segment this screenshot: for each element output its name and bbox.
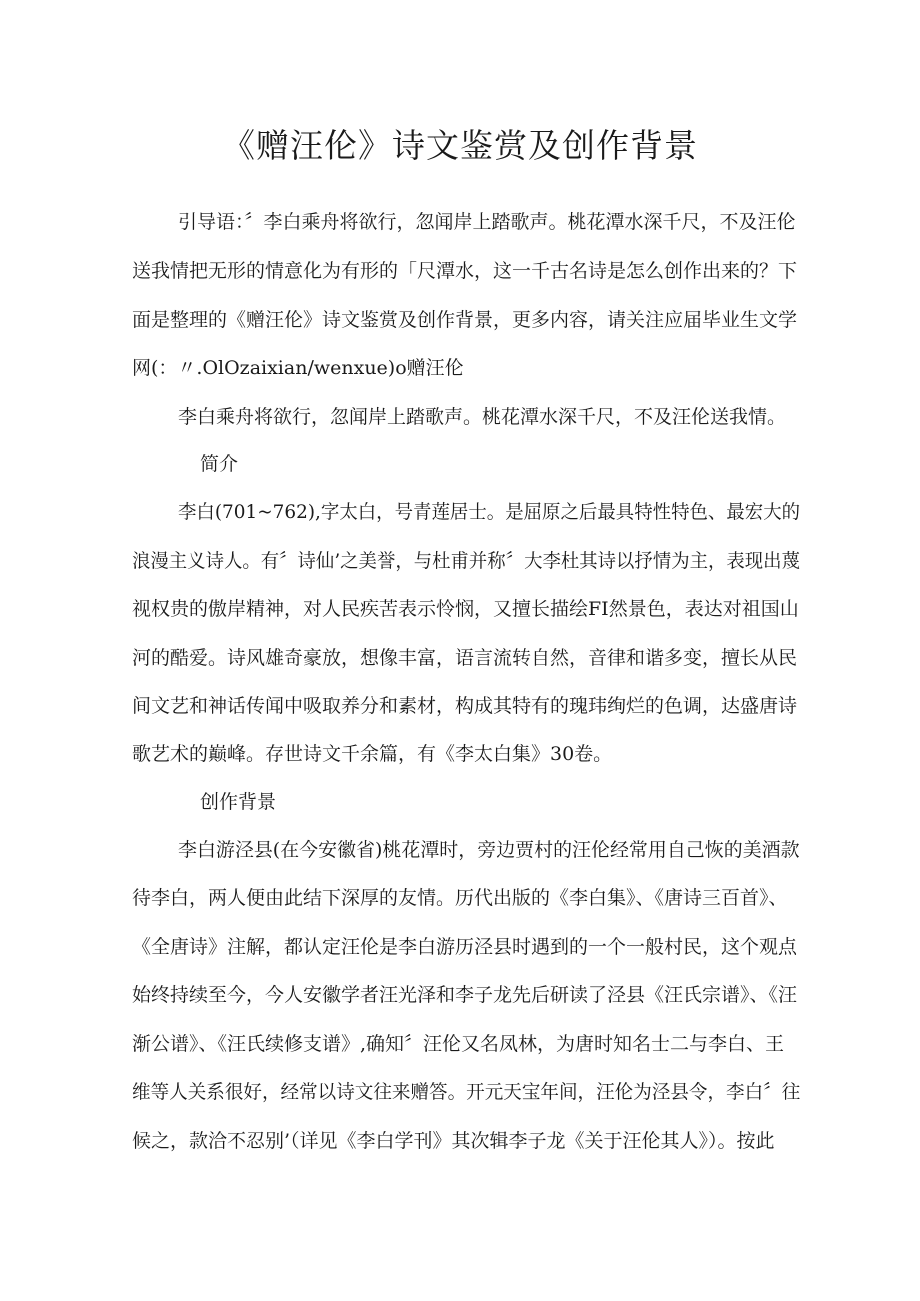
section1-line: 河的酷爱。诗风雄奇豪放，想像丰富，语言流转自然，音律和谐多变，擅长从民 bbox=[132, 647, 798, 669]
section2-line: 维等人关系很好，经常以诗文往来赠答。开元天宝年间，汪伦为泾县令，李白〞往 bbox=[132, 1081, 801, 1103]
intro-line: 送我情把无形的情意化为有形的「尺潭水，这一千古名诗是怎么创作出来的？下 bbox=[132, 260, 798, 282]
section2-line: 《全唐诗》注解，都认定汪伦是李白游历泾县时遇到的一个一般村民，这个观点 bbox=[132, 936, 798, 958]
section1-line: 浪漫主义诗人。有〞诗仙’之美誉，与杜甫并称〞大李杜其诗以抒情为主，表现出蔑 bbox=[132, 550, 800, 572]
section2-line: 始终持续至今，今人安徽学者汪光泽和李子龙先后研读了泾县《汪氏宗谱》、《汪 bbox=[132, 984, 798, 1006]
intro-line: 面是整理的《赠汪伦》诗文鉴赏及创作背景，更多内容，请关注应届毕业生文学 bbox=[132, 309, 798, 331]
section1-line: 歌艺术的巅峰。存世诗文千余篇，有《李太白集》30卷。 bbox=[132, 743, 613, 765]
section2-line: 候之，款洽不忍别’（详见《李白学刊》其次辑李子龙《关于汪伦其人》）。按此 bbox=[132, 1130, 775, 1152]
section-heading-intro: 简介 bbox=[200, 453, 239, 475]
section2-line: 待李白，两人便由此结下深厚的友情。历代出版的《李白集》、《唐诗三百首》、 bbox=[132, 887, 788, 909]
section1-line: 间文艺和神话传闻中吸取养分和素材，构成其特有的瑰玮绚烂的色调，达盛唐诗 bbox=[132, 695, 798, 717]
poem-text: 李白乘舟将欲行，忽闻岸上踏歌声。桃花潭水深千尺，不及汪伦送我情。 bbox=[178, 406, 787, 428]
section1-line: 李白(701~762),字太白，号青莲居士。是屈原之后最具特性特色、最宏大的 bbox=[178, 501, 801, 523]
section2-line: 渐公谱》、《汪氏续修支谱》,确知〞汪伦又名凤林，为唐时知名士二与李白、王 bbox=[132, 1033, 785, 1055]
section1-line: 视权贵的傲岸精神，对人民疾苦表示怜悯，又擅长描绘FI然景色，表达对祖国山 bbox=[132, 598, 799, 620]
intro-line: 引导语：〞李白乘舟将欲行，忽闻岸上踏歌声。桃花潭水深千尺，不及汪伦 bbox=[178, 211, 796, 233]
section2-line: 李白游泾县(在今安徽省)桃花潭时，旁边贾村的汪伦经常用自己恢的美酒款 bbox=[178, 839, 800, 861]
intro-line: 网(：〃.OlOzaixian∕wenxue)o赠汪伦 bbox=[132, 357, 464, 379]
document-title: 《赠汪伦》诗文鉴赏及创作背景 bbox=[222, 126, 698, 165]
section-heading-background: 创作背景 bbox=[200, 791, 277, 813]
